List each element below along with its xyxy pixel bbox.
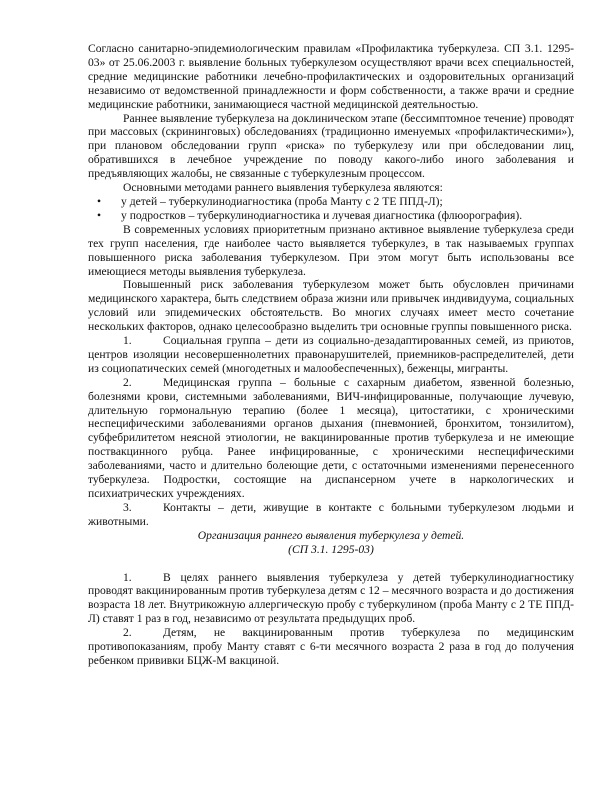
intro-paragraph: Согласно санитарно-эпидемиологическим правилам «Профилактика туберкулеза. СП 3.1. 1295-03» от 25.06.2003 г. выявление больных туберкулезом осуществляют врачи всех специальностей, средние медицинские работники лечебно-профилактических и оздоровительных организаций независимо от ведомственной принадлежности и форм собственности, а также врачи и средние медицинские работники, занимающиеся частной медицинской деятельностью. [88,42,574,111]
bullet-mark: • [97,194,102,208]
rule-item [88,571,574,627]
item-number: 1. [123,570,132,584]
item-number: 1. [123,334,132,348]
item-number: 2. [123,626,132,640]
risk-group-item [88,334,574,376]
section-title: Организация раннего выявления туберкулеза у детей. [197,528,465,542]
item-text: Социальная группа – дети из социально-дезадаптированных семей, из приютов, центров изоляции несовершеннолетних правонарушителей, приемников-распределителей, дети из социопатических семей (многодетных и малообеспеченных), беженцы, мигранты. [88,334,574,375]
item-text: Контакты – дети, живущие в контакте с больными туберкулезом людьми и животными. [88,500,574,528]
document-page [88,42,574,668]
methods-paragraph: Основными методами раннего выявления туберкулеза являются: [123,181,443,195]
spacer [88,557,574,571]
risk-paragraph: Повышенный риск заболевания туберкулезом может быть обусловлен причинами медицинского характера, быть следствием образа жизни или привычек индивидуума, социальных условий или эпидемических обстоятельств. Во многих случаях имеет место сочетание нескольких факторов, однако целесообразно выделить три основные группы повышенного риска. [88,278,574,334]
item-number: 2. [123,375,132,389]
item-text: Медицинская группа – больные с сахарным диабетом, язвенной болезнью, болезнями крови, системными заболеваниями, ВИЧ-инфицированные, получающие лучевую, длительную гормональную терапию (более 1 месяца), цитостатики, с хроническими неспецифическими заболеваниями органов дыхания (пневмонией, бронхитом, тонзилитом), субфебрилитетом неясной этиологии, не вакцинированные против туберкулеза и не имеющие поствакцинного рубца. Ранее инфицированные, с хроническими неспецифическими заболеваниями, часто и длительно болеющие дети, с остаточными изменениями перенесенного туберкулеза. Подростки, состоящие на диспансерном учете в наркологических и психиатрических учреждениях. [88,375,574,500]
early-detection-paragraph: Раннее выявление туберкулеза на доклиническом этапе (бессимптомное течение) проводят при массовых (скрининговых) обследованиях (традиционно именуемых «профилактическими»), при плановом обследовании групп «риска» по туберкулезу или при обследовании лиц, обратившихся в лечебное учреждение по поводу какого-либо иного заболевания и предъявляющих жалобы, не связанные с туберкулезным процессом. [88,111,574,181]
item-number: 3. [123,500,132,514]
bullet-mark: • [97,208,102,222]
item-text: Детям, не вакцинированным против туберкулеза по медицинским противопоказаниям, пробу Манту ставят с 6-ти месячного возраста 2 раза в год до получения ребенком прививки БЦЖ-М вакциной. [88,626,574,667]
rule-item [88,626,574,668]
risk-group-item [88,501,574,529]
modern-conditions-paragraph: В современных условиях приоритетным признано активное выявление туберкулеза среди тех групп населения, где наиболее часто выявляется туберкулез, в так называемых группах повышенного риска заболевания туберкулезом. При этом могут быть использованы все имеющиеся методы выявления туберкулеза. [88,222,574,278]
bullet-item [88,209,574,223]
item-text: В целях раннего выявления туберкулеза у детей туберкулинодиагностику проводят вакцинированным против туберкулеза детям с 12 – месячного возраста и до достижения возраста 18 лет. Внутрикожную аллергическую пробу с туберкулином (проба Манту с 2 ТЕ ППД-Л) ставят 1 раз в год, независимо от результата предыдущих проб. [88,570,574,626]
section-subtitle: (СП 3.1. 1295-03) [288,542,374,556]
bullet-item [88,195,574,209]
bullet-text: у подростков – туберкулинодиагностика и лучевая диагностика (флюорография). [121,208,523,222]
bullet-text: у детей – туберкулинодиагностика (проба Манту с 2 ТЕ ППД-Л); [121,194,443,208]
risk-group-item [88,376,574,501]
